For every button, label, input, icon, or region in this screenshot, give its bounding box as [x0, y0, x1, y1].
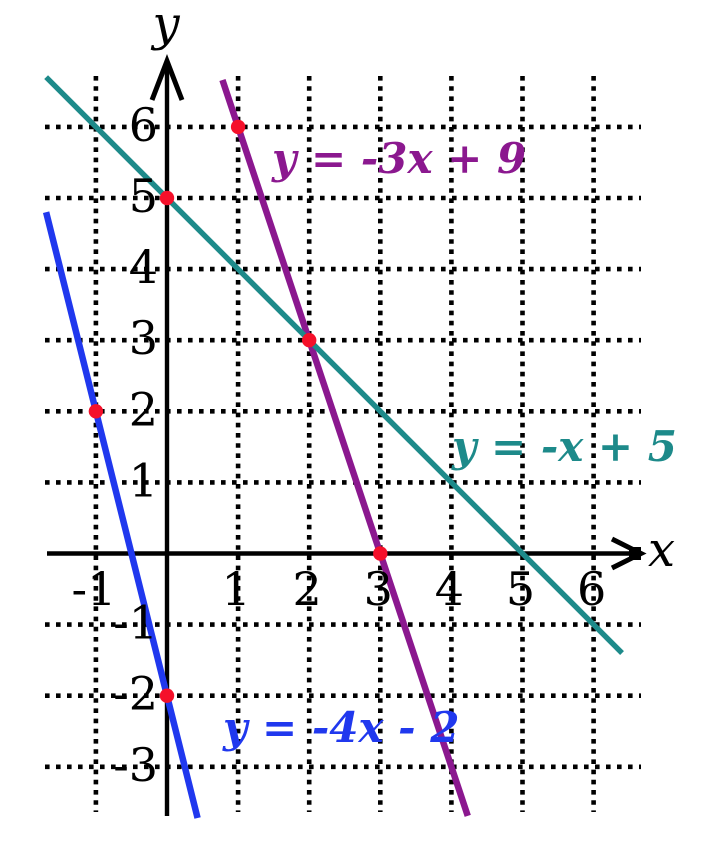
y-axis-label: y [152, 0, 180, 52]
point-3-0 [373, 546, 387, 560]
y-tick-1: 1 [128, 453, 158, 508]
x-tick-6: 6 [576, 562, 607, 616]
point-2-3 [302, 333, 316, 347]
point-0-5 [160, 191, 174, 205]
x-tick-2: 2 [292, 562, 322, 616]
x-axis-arrow-nub [629, 547, 641, 560]
point-0--2 [160, 689, 174, 703]
point--1-2 [89, 404, 103, 418]
blue-line [46, 212, 197, 818]
x-tick-5: 5 [505, 562, 536, 616]
y-tick-5: 5 [128, 169, 158, 223]
teal-line-label: y = -x + 5 [452, 422, 677, 471]
y-tick-2: 2 [128, 382, 158, 437]
x-tick-1: 1 [221, 562, 251, 616]
x-axis-label: x [648, 522, 676, 578]
y-tick-3: 3 [128, 311, 158, 366]
y-tick--2: -2 [113, 666, 158, 721]
y-tick--1: -1 [113, 595, 158, 650]
x-tick-3: 3 [363, 562, 393, 616]
x-tick-4: 4 [434, 562, 465, 616]
point-1-6 [231, 120, 245, 134]
blue-line-label: y = -4x - 2 [223, 703, 460, 752]
purple-line-label: y = -3x + 9 [272, 134, 527, 183]
y-tick--3: -3 [113, 737, 158, 792]
y-tick-4: 4 [128, 240, 158, 295]
y-tick-6: 6 [128, 97, 158, 152]
x-tick--1: -1 [71, 562, 117, 616]
